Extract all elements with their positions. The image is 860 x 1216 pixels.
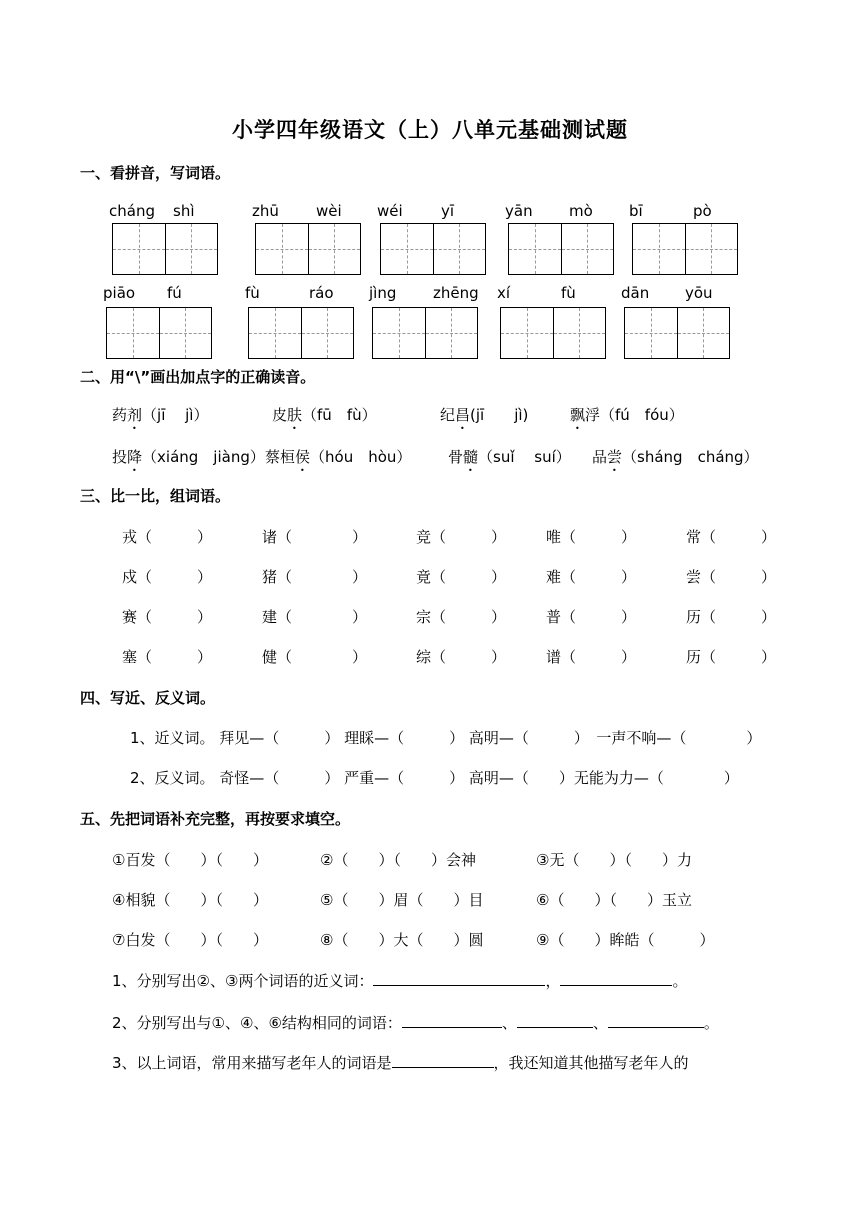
writing-grid[interactable] (372, 307, 478, 359)
reading-item (592, 446, 759, 475)
reading-text: （fū fù） (302, 406, 377, 424)
pinyin-syllable: piāo (103, 284, 136, 302)
pinyin-syllable: dān (621, 284, 650, 302)
reading-text: 浮（fú fóu） (585, 406, 684, 424)
character-cell[interactable] (426, 308, 478, 358)
question-3-tail: ，我还知道其他描写老年人的 (493, 1054, 689, 1072)
dotted-character: 昌 (455, 406, 471, 424)
answer-blank[interactable] (608, 1013, 704, 1028)
word-formation-item: 诸（ ） (262, 528, 368, 546)
answer-blank[interactable] (373, 971, 545, 986)
reading-text: 品 (592, 448, 608, 466)
character-cell[interactable] (309, 224, 361, 274)
idiom-fill-item: ⑤（ ）眉（ ）目 (320, 891, 484, 909)
separator: 、 (501, 1014, 517, 1032)
character-cell[interactable] (678, 308, 730, 358)
character-cell[interactable] (562, 224, 614, 274)
idiom-fill-item: ⑨（ ）眸皓（ ） (536, 931, 715, 949)
word-formation-item: 猪（ ） (262, 568, 368, 586)
pinyin-syllable: zhū (252, 202, 279, 220)
pinyin-syllable: mò (569, 202, 593, 220)
period: 。 (703, 1014, 719, 1032)
word-formation-item: 戍（ ） (122, 568, 213, 586)
word-formation-item: 历（ ） (686, 648, 777, 666)
pinyin-syllable: yī (441, 202, 455, 220)
reading-text: （suǐ suí） (478, 448, 571, 466)
period: 。 (672, 972, 688, 990)
reading-text: 纪 (440, 406, 456, 424)
word-formation-item: 建（ ） (262, 608, 368, 626)
pinyin-syllable: cháng (109, 202, 155, 220)
pinyin-syllable: bī (629, 202, 643, 220)
writing-grid[interactable] (248, 307, 354, 359)
reading-item (112, 446, 265, 475)
character-cell[interactable] (509, 224, 562, 274)
pinyin-syllable: fù (245, 284, 260, 302)
reading-item (448, 446, 571, 475)
word-formation-item: 常（ ） (686, 528, 777, 546)
idiom-fill-item: ⑥（ ）（ ）玉立 (536, 891, 692, 909)
reading-text: 蔡桓 (265, 448, 296, 466)
antonym-line: 2、反义词。 奇怪—（ ） 严重—（ ） 高明—（ ）无能为力—（ ） (130, 769, 739, 787)
word-formation-item: 难（ ） (546, 568, 637, 586)
section-5-heading: 五、先把词语补充完整，再按要求填空。 (80, 810, 351, 828)
idiom-fill-item: ②（ ）（ ）会神 (320, 851, 476, 869)
writing-grid[interactable] (112, 223, 218, 275)
dotted-character: 剂 (127, 406, 143, 424)
reading-text: （sháng cháng） (622, 448, 759, 466)
word-formation-item: 宗（ ） (416, 608, 507, 626)
character-cell[interactable] (686, 224, 738, 274)
pinyin-syllable: fù (561, 284, 576, 302)
character-cell[interactable] (107, 308, 160, 358)
pinyin-syllable: shì (173, 202, 195, 220)
word-formation-item: 竞（ ） (416, 528, 507, 546)
dotted-character: 尝 (607, 448, 623, 466)
reading-item (112, 404, 208, 433)
reading-text: （hóu hòu） (310, 448, 412, 466)
idiom-fill-item: ⑦白发（ ）（ ） (112, 931, 268, 949)
writing-grid[interactable] (380, 223, 486, 275)
separator: ， (545, 972, 561, 990)
section-4-heading: 四、写近、反义词。 (80, 689, 216, 707)
character-cell[interactable] (160, 308, 212, 358)
dotted-character: 降 (127, 448, 143, 466)
character-cell[interactable] (625, 308, 678, 358)
pinyin-syllable: yān (505, 202, 533, 220)
pinyin-syllable: wéi (377, 202, 403, 220)
dotted-character: 髓 (463, 448, 479, 466)
section-2-heading: 二、用“\”画出加点字的正确读音。 (80, 368, 316, 386)
writing-grid[interactable] (500, 307, 606, 359)
section-3-heading: 三、比一比，组词语。 (80, 487, 231, 505)
reading-item (570, 404, 684, 433)
word-formation-item: 戎（ ） (122, 528, 213, 546)
reading-item (272, 404, 377, 433)
word-formation-item: 塞（ ） (122, 648, 213, 666)
reading-text: 药 (112, 406, 128, 424)
character-cell[interactable] (113, 224, 166, 274)
idiom-fill-item: ①百发（ ）（ ） (112, 851, 268, 869)
reading-text: (jī jì) (470, 406, 529, 424)
pinyin-syllable: zhēng (433, 284, 479, 302)
word-formation-item: 健（ ） (262, 648, 368, 666)
word-formation-item: 赛（ ） (122, 608, 213, 626)
reading-item (440, 404, 528, 433)
writing-grid[interactable] (632, 223, 738, 275)
pinyin-syllable: xí (497, 284, 511, 302)
character-cell[interactable] (373, 308, 426, 358)
word-formation-item: 历（ ） (686, 608, 777, 626)
writing-grid[interactable] (106, 307, 212, 359)
synonym-line: 1、近义词。 拜见—（ ） 理睬—（ ） 高明—（ ） 一声不响—（ ） (130, 729, 762, 747)
character-cell[interactable] (633, 224, 686, 274)
word-formation-item: 普（ ） (546, 608, 637, 626)
writing-grid[interactable] (255, 223, 361, 275)
writing-grid[interactable] (508, 223, 614, 275)
pinyin-syllable: fú (167, 284, 182, 302)
pinyin-syllable: jìng (369, 284, 397, 302)
idiom-fill-item: ③无（ ）（ ）力 (536, 851, 692, 869)
question-3 (112, 1052, 689, 1073)
idiom-fill-item: ④相貌（ ）（ ） (112, 891, 268, 909)
dotted-character: 肤 (287, 406, 303, 424)
reading-text: 骨 (448, 448, 464, 466)
separator: 、 (592, 1014, 608, 1032)
answer-blank[interactable] (517, 1013, 593, 1028)
character-cell[interactable] (554, 308, 606, 358)
question-3-text: 3、以上词语，常用来描写老年人的词语是 (112, 1054, 392, 1072)
section-1-heading: 一、看拼音，写词语。 (80, 164, 231, 182)
word-formation-item: 尝（ ） (686, 568, 777, 586)
word-formation-item: 综（ ） (416, 648, 507, 666)
idiom-fill-item: ⑧（ ）大（ ）圆 (320, 931, 484, 949)
character-cell[interactable] (381, 224, 434, 274)
question-1 (112, 970, 687, 991)
question-2-text: 2、分别写出与①、④、⑥结构相同的词语： (112, 1014, 402, 1032)
word-formation-item: 唯（ ） (546, 528, 637, 546)
character-cell[interactable] (302, 308, 354, 358)
character-cell[interactable] (501, 308, 554, 358)
character-cell[interactable] (256, 224, 309, 274)
character-cell[interactable] (166, 224, 218, 274)
pinyin-syllable: ráo (309, 284, 334, 302)
character-cell[interactable] (434, 224, 486, 274)
question-2 (112, 1012, 719, 1033)
word-formation-item: 谱（ ） (546, 648, 637, 666)
pinyin-syllable: wèi (316, 202, 342, 220)
writing-grid[interactable] (624, 307, 730, 359)
answer-blank[interactable] (560, 971, 672, 986)
page-title: 小学四年级语文（上）八单元基础测试题 (232, 118, 628, 142)
answer-blank[interactable] (392, 1053, 494, 1068)
question-1-text: 1、分别写出②、③两个词语的近义词： (112, 972, 374, 990)
reading-text: （jī jì） (142, 406, 209, 424)
dotted-character: 侯 (295, 448, 311, 466)
reading-text: 皮 (272, 406, 288, 424)
word-formation-item: 竟（ ） (416, 568, 507, 586)
pinyin-syllable: pò (693, 202, 712, 220)
reading-text: 投 (112, 448, 128, 466)
reading-item (265, 446, 411, 475)
pinyin-syllable: yōu (685, 284, 713, 302)
character-cell[interactable] (249, 308, 302, 358)
dotted-character: 飘 (570, 406, 586, 424)
answer-blank[interactable] (402, 1013, 502, 1028)
reading-text: （xiáng jiàng） (142, 448, 265, 466)
